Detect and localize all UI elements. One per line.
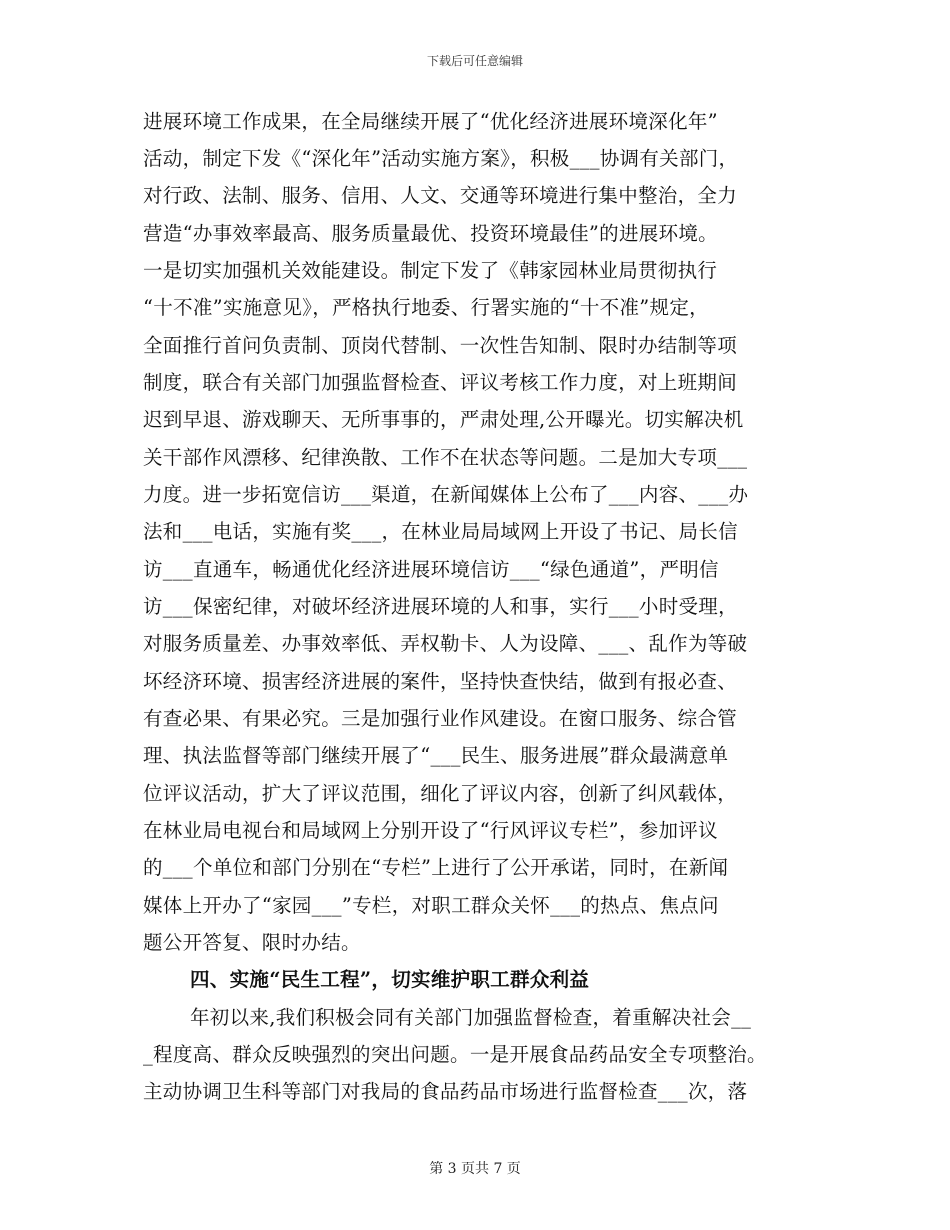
paragraph-line: 的___个单位和部门分别在“专栏”上进行了公开承诺，同时，在新闻 [143,856,729,879]
paragraph-line: 一是切实加强机关效能建设。制定下发了《韩家园林业局贯彻执行 [143,259,718,282]
paragraph-line: 力度。进一步拓宽信访___渠道，在新闻媒体上公布了___内容、___办 [143,483,749,506]
paragraph-line: 访___直通车，畅通优化经济进展环境信访___“绿色通道”，严明信 [143,558,719,581]
paragraph-line: 主动协调卫生科等部门对我局的食品药品市场进行监督检查___次，落 [143,1080,748,1103]
paragraph-line: 年初以来,我们积极会同有关部门加强监督检查，着重解决社会__ [190,1006,752,1029]
paragraph-line: “十不准”实施意见》，严格执行地委、行署实施的“十不准”规定， [143,296,709,319]
paragraph-line: 迟到早退、游戏聊天、无所事事的，严肃处理,公开曝光。切实解决机 [143,408,744,431]
paragraph-line: 对服务质量差、办事效率低、弄权勒卡、人为设障、___、乱作为等破 [143,632,748,655]
paragraph-line: 全面推行首问负责制、顶岗代替制、一次性告知制、限时办结制等项 [143,334,738,357]
paragraph-line: 题公开答复、限时办结。 [143,931,361,954]
page-header: 下载后可任意编辑 [426,54,523,68]
section-heading: 四、实施“民生工程”，切实维护职工群众利益 [190,968,590,991]
paragraph-line: 访___保密纪律，对破坏经济进展环境的人和事，实行___小时受理， [143,595,738,618]
paragraph-line: _程度高、群众反映强烈的突出问题。一是开展食品药品安全专项整治。 [143,1043,767,1066]
paragraph-line: 制度，联合有关部门加强监督检查、评议考核工作力度，对上班期间 [143,371,738,394]
paragraph-line: 理、执法监督等部门继续开展了“___民生、服务进展”群众最满意单 [143,744,729,767]
paragraph-line: 对行政、法制、服务、信用、人文、交通等环境进行集中整治，全力 [143,184,738,207]
paragraph-line: 法和___电话，实施有奖___，在林业局局域网上开设了书记、局长信 [143,520,738,543]
paragraph-line: 活动，制定下发《“深化年”活动实施方案》，积极___协调有关部门， [143,147,739,170]
paragraph-line: 媒体上开办了“家园___”专栏，对职工群众关怀___的热点、焦点问 [143,894,719,917]
paragraph-line: 位评议活动，扩大了评议范围，细化了评议内容，创新了纠风载体， [143,782,738,805]
paragraph-line: 在林业局电视台和局域网上分别开设了“行风评议专栏”，参加评议 [143,819,718,842]
paragraph-line: 坏经济环境、损害经济进展的案件，坚持快查快结，做到有报必查、 [143,670,738,693]
paragraph-line: 关干部作风漂移、纪律涣散、工作不在状态等问题。二是加大专项___ [143,446,748,469]
paragraph-line: 有查必果、有果必究。三是加强行业作风建设。在窗口服务、综合管 [143,707,738,730]
page-footer: 第 3 页共 7 页 [429,1161,521,1177]
paragraph-line: 进展环境工作成果，在全局继续开展了“优化经济进展环境深化年” [143,110,718,133]
paragraph-line: 营造“办事效率最高、服务质量最优、投资环境最佳”的进展环境。 [143,222,718,245]
